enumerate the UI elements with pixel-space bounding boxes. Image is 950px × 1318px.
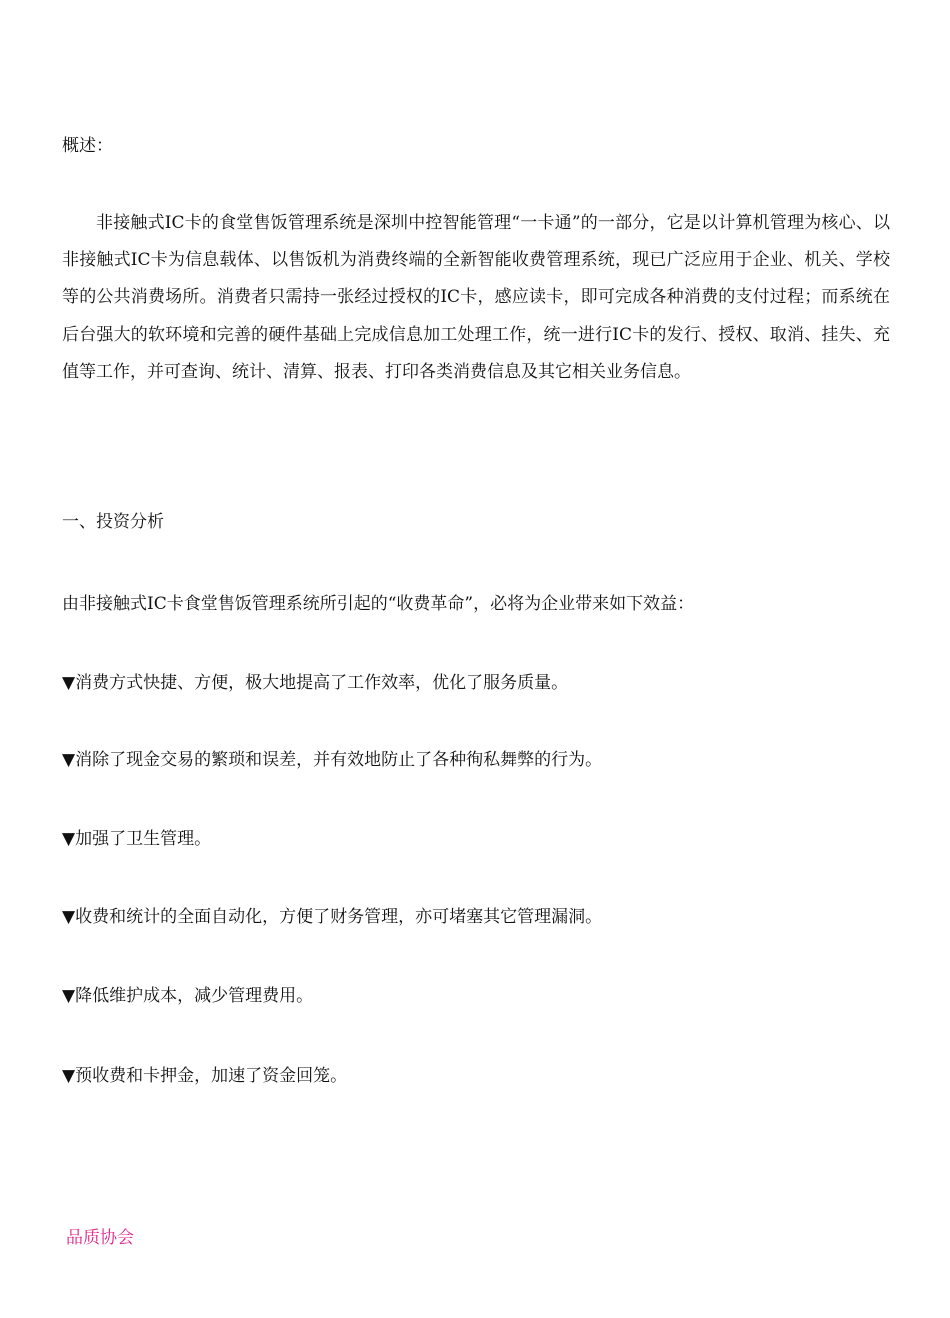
benefit-item: ▼降低维护成本，减少管理费用。 (62, 986, 314, 1006)
benefit-item: ▼加强了卫生管理。 (62, 829, 212, 849)
benefit-item: ▼收费和统计的全面自动化，方便了财务管理，亦可堵塞其它管理漏洞。 (62, 907, 603, 927)
section-title: 一、投资分析 (62, 512, 164, 532)
benefit-item: ▼消费方式快捷、方便，极大地提高了工作效率，优化了服务质量。 (62, 673, 569, 693)
benefit-item: ▼消除了现金交易的繁琐和误差，并有效地防止了各种徇私舞弊的行为。 (62, 750, 603, 770)
overview-heading: 概述： (62, 136, 113, 156)
benefit-lead: 由非接触式IC卡食堂售饭管理系统所引起的“收费革命”，必将为企业带来如下效益： (62, 594, 695, 614)
intro-paragraph: 非接触式IC卡的食堂售饭管理系统是深圳中控智能管理“一卡通”的一部分，它是以计算机管理为核心、以非接触式IC卡为信息载体、以售饭机为消费终端的全新智能收费管理系统，现已广泛应用于企业、机关、学校等的公共消费场所。消费者只需持一张经过授权的IC卡，感应读卡，即可完成各种消费的支付过程；而系统在后台强大的软环境和完善的硬件基础上完成信息加工处理工作，统一进行IC卡的发行、授权、取消、挂失、充值等工作，并可查询、统计、清算、报表、打印各类消费信息及其它相关业务信息。 (62, 213, 890, 382)
benefit-item: ▼预收费和卡押金，加速了资金回笼。 (62, 1066, 348, 1086)
footer-org-label: 品质协会 (66, 1228, 134, 1248)
